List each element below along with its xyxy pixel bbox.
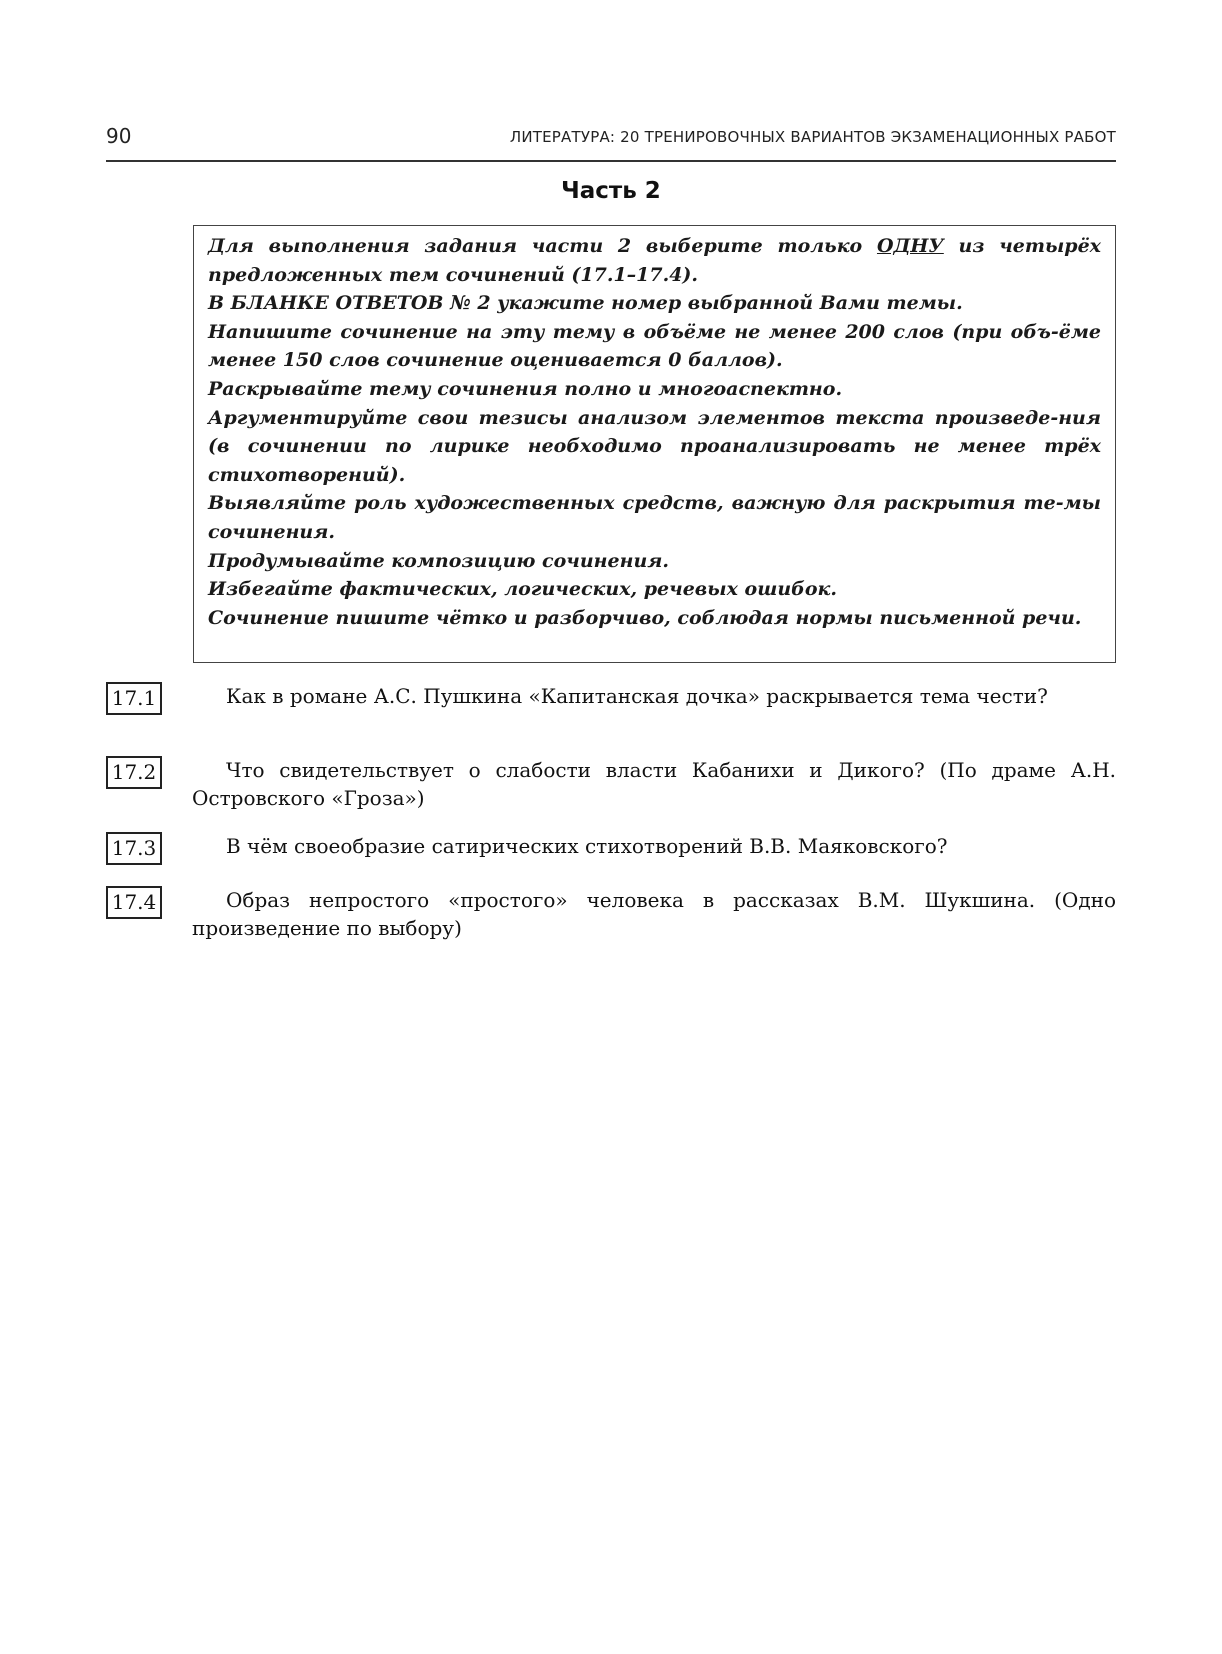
page-header: [106, 118, 1116, 162]
instruction-line: Напишите сочинение на эту тему в объёме не менее 200 слов (при объ-ёме менее 150 слов сочинение оценивается 0 баллов).: [208, 320, 1101, 372]
instruction-line: [208, 232, 1101, 289]
instruction-line: Избегайте фактических, логических, речевых ошибок.: [208, 578, 838, 601]
running-title: ЛИТЕРАТУРА: 20 ТРЕНИРОВОЧНЫХ ВАРИАНТОВ ЭКЗАМЕНАЦИОННЫХ РАБОТ: [509, 128, 1116, 146]
instruction-line: Продумывайте композицию сочинения.: [208, 549, 670, 572]
instruction-line: Сочинение пишите чётко и разборчиво, соблюдая нормы письменной речи.: [208, 606, 1082, 629]
task-text: Что свидетельствует о слабости власти Кабанихи и Дикого? (По драме А.Н. Островского «Гроза»): [192, 758, 1116, 810]
instruction-text: из четырёх предложенных тем сочинений (17.1–17.4).: [208, 235, 1102, 286]
task-number-box: 17.1: [106, 682, 162, 715]
task-number-box: 17.3: [106, 832, 162, 865]
underlined-word: ОДНУ: [876, 235, 944, 257]
instruction-line: Выявляйте роль художественных средств, важную для раскрытия те-мы сочинения.: [208, 492, 1101, 543]
instruction-box: [193, 225, 1116, 663]
task-text: В чём своеобразие сатирических стихотворений В.В. Маяковского?: [226, 834, 948, 858]
instruction-line: В БЛАНКЕ ОТВЕТОВ № 2 укажите номер выбранной Вами темы.: [208, 292, 963, 315]
instruction-line: Аргументируйте свои тезисы анализом элементов текста произведе-ния (в сочинении по лирике необходимо проанализировать не менее трёх стихотворений).: [208, 406, 1101, 486]
page-number: 90: [106, 124, 132, 148]
task-text: Как в романе А.С. Пушкина «Капитанская дочка» раскрывается тема чести?: [226, 684, 1048, 708]
task-number-box: 17.4: [106, 886, 162, 919]
part-title: Часть 2: [561, 178, 661, 204]
task-number-box: 17.2: [106, 756, 162, 789]
instruction-text: Для выполнения задания части 2 выберите только: [208, 235, 877, 257]
instruction-line: Раскрывайте тему сочинения полно и многоаспектно.: [208, 377, 843, 400]
task-text: Образ непростого «простого» человека в рассказах В.М. Шукшина. (Одно произведение по выбору): [192, 888, 1116, 940]
